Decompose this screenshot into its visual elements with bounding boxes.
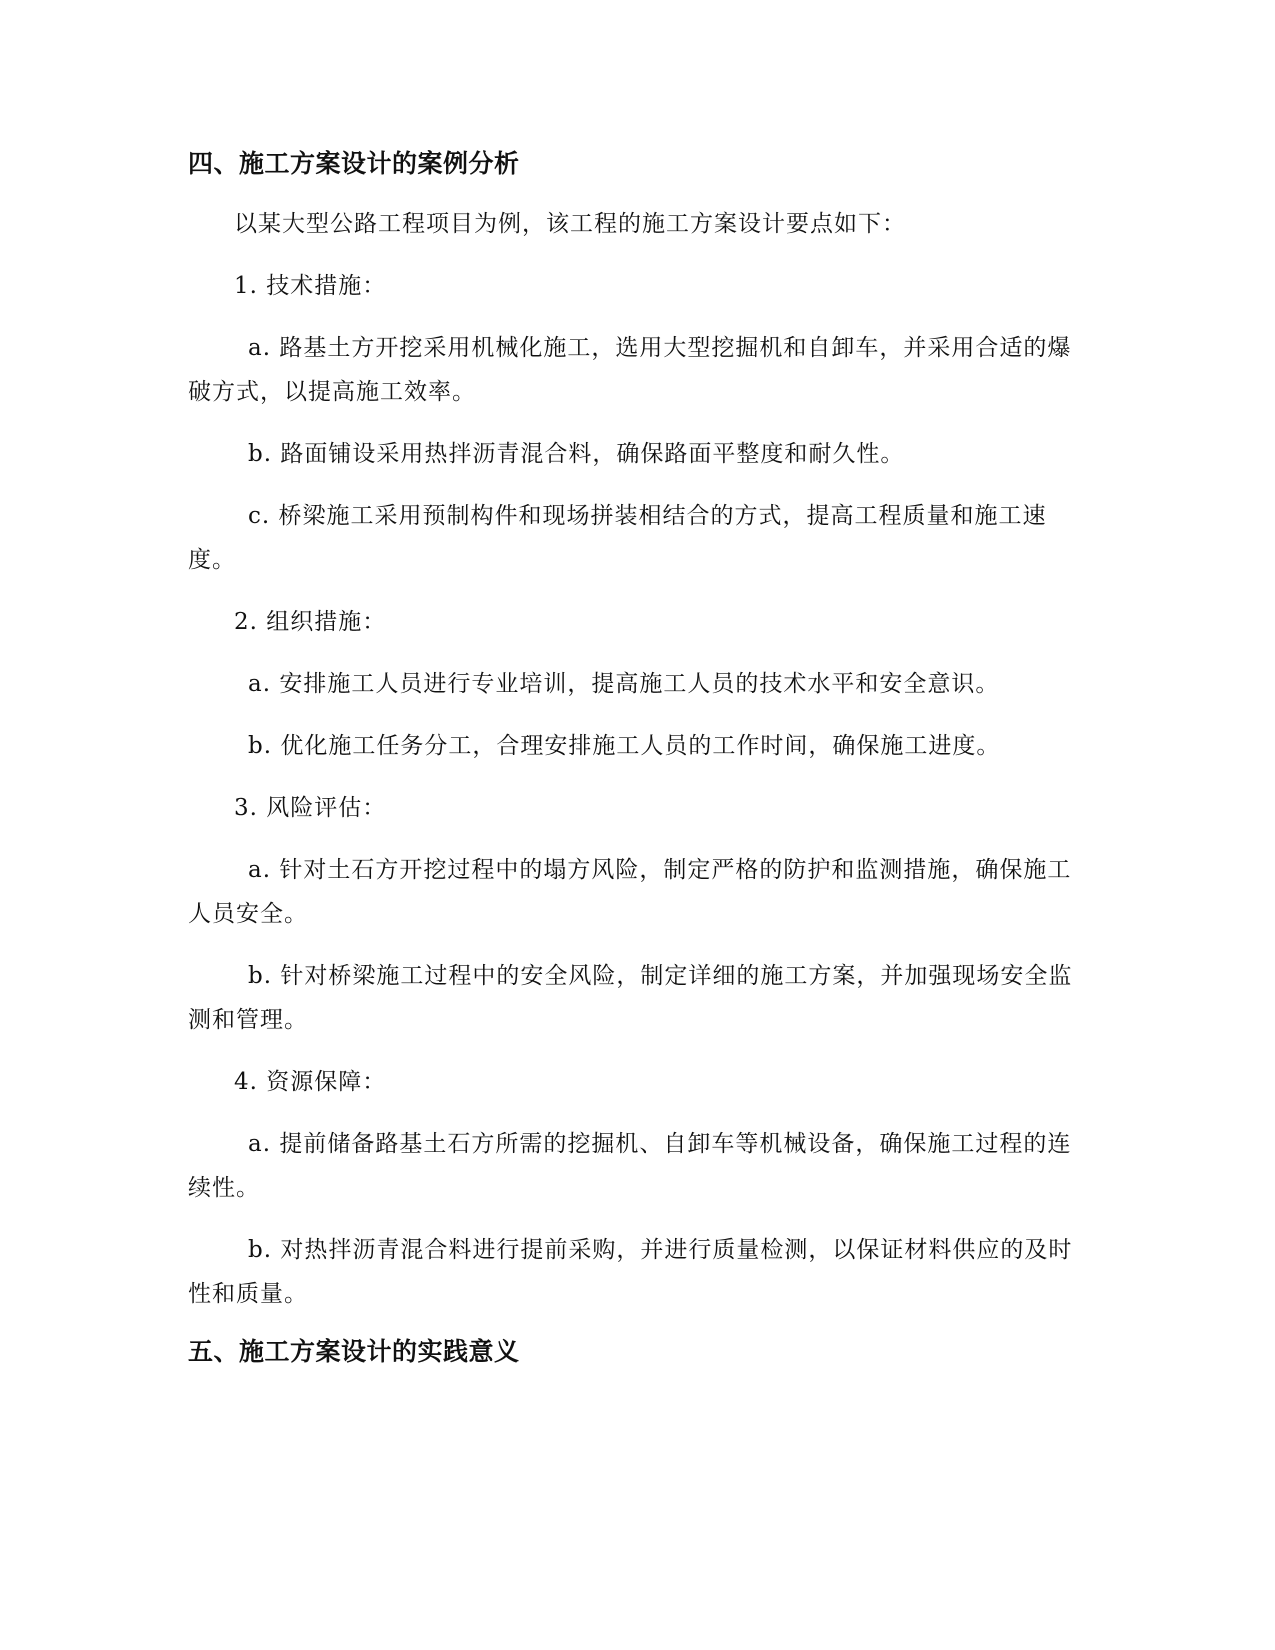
sub-paragraph: b. 优化施工任务分工，合理安排施工人员的工作时间，确保施工进度。 [248, 733, 1001, 759]
sub-paragraph: b. 路面铺设采用热拌沥青混合料，确保路面平整度和耐久性。 [248, 441, 905, 467]
sub-paragraph: a. 针对土石方开挖过程中的塌方风险，制定严格的防护和监测措施，确保施工人员安全。 [188, 857, 1072, 927]
sub-paragraph: a. 提前储备路基土石方所需的挖掘机、自卸车等机械设备，确保施工过程的连续性。 [188, 1131, 1072, 1201]
item-title-risk: 3. 风险评估： [234, 795, 387, 821]
item-title-organization: 2. 组织措施： [234, 609, 387, 635]
item-title-resources: 4. 资源保障： [234, 1069, 387, 1095]
item-title-technical: 1. 技术措施： [234, 273, 387, 299]
section-heading-4: 四、施工方案设计的案例分析 [188, 149, 520, 178]
sub-paragraph: b. 针对桥梁施工过程中的安全风险，制定详细的施工方案，并加强现场安全监测和管理。 [188, 963, 1073, 1033]
intro-paragraph: 以某大型公路工程项目为例，该工程的施工方案设计要点如下： [234, 211, 906, 237]
document-body [188, 146, 1078, 1370]
sub-paragraph: a. 安排施工人员进行专业培训，提高施工人员的技术水平和安全意识。 [248, 671, 1000, 697]
sub-paragraph: b. 对热拌沥青混合料进行提前采购，并进行质量检测，以保证材料供应的及时性和质量。 [188, 1237, 1073, 1307]
sub-paragraph: a. 路基土方开挖采用机械化施工，选用大型挖掘机和自卸车，并采用合适的爆破方式，以提高施工效率。 [188, 335, 1072, 405]
section-heading-5: 五、施工方案设计的实践意义 [188, 1337, 520, 1366]
sub-paragraph: c. 桥梁施工采用预制构件和现场拼装相结合的方式，提高工程质量和施工速度。 [188, 503, 1047, 573]
